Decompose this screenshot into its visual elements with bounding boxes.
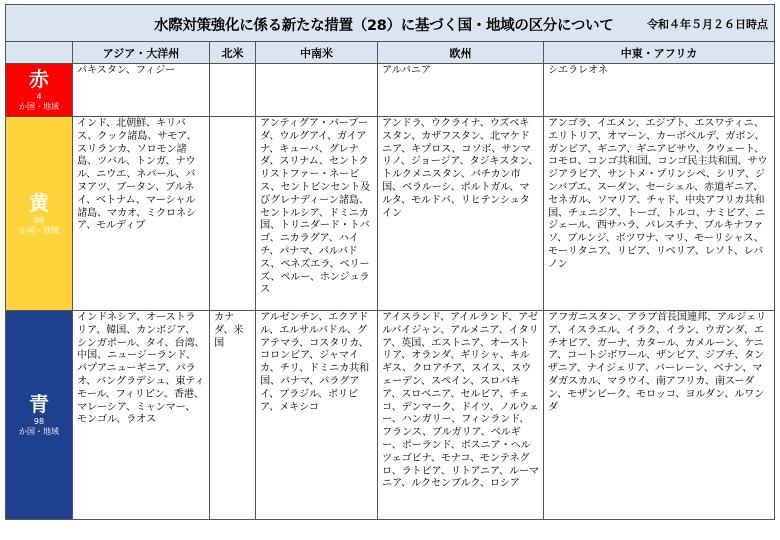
level-yellow-count: 99 xyxy=(33,215,45,225)
red-latin-america xyxy=(256,64,378,117)
header-north-america: 北米 xyxy=(210,42,256,64)
header-europe: 欧州 xyxy=(378,42,544,64)
level-blue-badge xyxy=(6,311,73,520)
title-row xyxy=(6,5,775,42)
header-latin-america: 中南米 xyxy=(256,42,378,64)
header-middle-east-africa: 中東・アフリカ xyxy=(544,42,775,64)
document-frame xyxy=(5,4,774,531)
level-red-count: 4 xyxy=(36,92,42,101)
as-of-date: 令和４年５月２６日時点 xyxy=(647,18,769,31)
level-red-label: 赤 xyxy=(29,67,49,91)
level-yellow-badge xyxy=(6,117,73,311)
blue-latin-america: アルゼンチン、エクアドル、エルサルバドル、グアテマラ、コスタリカ、コロンビア、ジャマイカ、チリ、ドミニカ共和国、パナマ、パラグアイ、ブラジル、ボリビア、メキシコ xyxy=(256,311,378,520)
blue-asia-oceania: インドネシア、オーストラリア、韓国、カンボジア、シンガポール、タイ、台湾、中国、ニュージーランド、パプアニューギニア、パラオ、バングラデシュ、東ティモール、フィリピン、香港、マレーシア、ミャンマー、モンゴル、ラオス xyxy=(73,311,210,520)
header-asia-oceania: アジア・大洋州 xyxy=(73,42,210,64)
level-blue-unit: か国・地域 xyxy=(19,427,59,436)
red-europe: アルバニア xyxy=(378,64,544,117)
yellow-north-america xyxy=(210,117,256,311)
yellow-middle-east-africa: アンゴラ、イエメン、エジプト、エスワティニ、エリトリア、オマーン、カーボベルデ、ガボン、ガンビア、ギニア、ギニアビサウ、クウェート、コモロ、コンゴ共和国、コンゴ民主共和国、サウジアラビア、サントメ・プリンシペ、シリア、ジンバブエ、スーダン、セーシェル、赤道ギニア、セネガル、ソマリア、チャド、中央アフリカ共和国、チュニジア、トーゴ、トルコ、ナミビア、ニジェール、西サハラ、パレスチナ、ブルキナファソ、ブルンジ、ボツワナ、マリ、モーリシャス、モーリタニア、リビア、リベリア、レソト、レバノン xyxy=(544,117,775,311)
blue-north-america: カナダ、米国 xyxy=(210,311,256,520)
red-middle-east-africa: シエラレオネ xyxy=(544,64,775,117)
level-yellow-unit: か国・地域 xyxy=(19,225,59,235)
level-red-badge xyxy=(6,64,73,117)
yellow-asia-oceania: インド、北朝鮮、キリバス、クック諸島、サモア、スリランカ、ソロモン諸島、ツバル、トンガ、ナウル、ニウエ、ネパール、バヌアツ、ブータン、ブルネイ、ベトナム、マーシャル諸島、マカオ、ミクロネシア、モルディブ xyxy=(73,117,210,311)
blue-europe: アイスランド、アイルランド、アゼルバイジャン、アルメニア、イタリア、英国、エストニア、オーストリア、オランダ、ギリシャ、キルギス、クロアチア、スイス、スウェーデン、スペイン、スロバキア、スロベニア、セルビア、チェコ、デンマーク、ドイツ、ノルウェー、ハンガリー、フィンランド、フランス、ブルガリア、ベルギー、ポーランド、ボスニア・ヘルツェゴビナ、モナコ、モンテネグロ、ラトビア、リトアニア、ルーマニア、ルクセンブルク、ロシア xyxy=(378,311,544,520)
classification-table xyxy=(5,4,775,520)
row-blue xyxy=(6,311,775,520)
blue-middle-east-africa: アフガニスタン、アラブ首長国連邦、アルジェリア、イスラエル、イラク、イラン、ウガンダ、エチオピア、ガーナ、カタール、カメルーン、ケニア、コートジボワール、ザンビア、ジブチ、タンザニア、ナイジェリア、バーレーン、ベナン、マダガスカル、マラウイ、南アフリカ、南スーダン、モザンビーク、モロッコ、ヨルダン、ルワンダ xyxy=(544,311,775,520)
page-title: 水際対策強化に係る新たな措置（28）に基づく国・地域の区分について xyxy=(154,18,614,34)
level-red-unit: か国・地域 xyxy=(19,102,59,111)
red-asia-oceania: パキスタン、フィジー xyxy=(73,64,210,117)
row-red xyxy=(6,64,775,117)
red-north-america xyxy=(210,64,256,117)
level-blue-count: 98 xyxy=(33,417,45,426)
row-yellow xyxy=(6,117,775,311)
yellow-europe: アンドラ、ウクライナ、ウズベキスタン、カザフスタン、北マケドニア、キプロス、コソボ、サンマリノ、ジョージア、タジキスタン、トルクメニスタン、バチカン市国、ベラルーシ、ポルトガル、マルタ、モルドバ、リヒテンシュタイン xyxy=(378,117,544,311)
level-yellow-label: 黄 xyxy=(29,190,49,215)
header-corner xyxy=(6,42,73,64)
level-blue-label: 青 xyxy=(29,392,49,416)
yellow-latin-america: アンティグア・バーブーダ、ウルグアイ、ガイアナ、キューバ、グレナダ、スリナム、セントクリストファー・ネービス、セントビンセント及びグレナディーン諸島、セントルシア、ドミニカ国、トリニダード・トバゴ、ニカラグア、ハイチ、パナマ、パルバドス、ベネズエラ、ベリーズ、ペルー、ホンジュラス xyxy=(256,117,378,311)
